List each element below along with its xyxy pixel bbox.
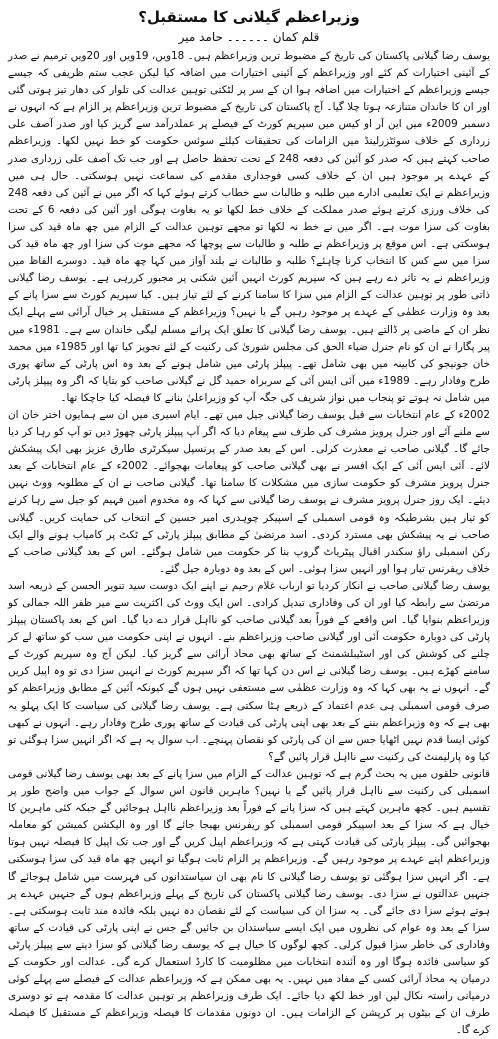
article-paragraph: یوسف رضا گیلانی صاحب نے انکار کردیا تو ارباب غلام رحیم نے اپنے ایک دوست سید تنویر الحسن کے ذریعہ اسد مرتضیٰ سے رابطہ کیا اور ان کی وفاداری تبدیل کرادی۔ اس ایک ووٹ کی اکثریت سے میر ظفر اللہ جمالی کو وزیراعظم بنوایا گیا۔ اس واقعے کے فوراً بعد گیلانی صاحب کو نااہل قرار دے دیا گیا۔ اس کے بعد پاکستان پیپلز پارٹی کی دوبارہ حکومت آئی اور گیلانی صاحب وزیراعظم بنے۔ انہوں نے اپنی حکومت میں سب کو ساتھ لے کر چلنے کی کوشش کی اور اسٹیبلشمنٹ کے ساتھ بھی محاذ آرائی سے گریز کیا۔ لیکن آج وہ سپریم کورٹ کے سامنے کھڑے ہیں۔ یوسف رضا گیلانی نے اس دن کہا تھا کہ اگر سپریم کورٹ نے انہیں سزا دی تو وہ اپیل کریں گے۔ انہوں نے یہ بھی کہا کہ وہ وزارت عظمٰی سے مستعفی نہیں ہوں گے کیونکہ آئین کے مطابق وزیراعظم کو صرف قومی اسمبلی ہی عدم اعتماد کے ذریعے ہٹا سکتی ہے۔ یوسف رضا گیلانی کی سیاست کا ایک پہلو یہ بھی ہے کہ وہ وزیراعظم بننے کے بعد بھی اپنی پارٹی کی قیادت کے ساتھ پوری طرح وفادار رہے۔ انہوں نے کبھی کوئی ایسا قدم نہیں اٹھایا جس سے ان کی پارٹی کو نقصان پہنچے۔ اب سوال یہ ہے کہ اگر انہیں سزا ہوگئی تو کیا وہ پارلیمنٹ کی رکنیت سے نااہل قرار پائیں گے؟ [8,579,490,763]
article-paragraph: 2002ء کے عام انتخابات سے قبل یوسف رضا گیلانی جیل میں تھے۔ ایام اسیری میں ان سے ہمایوں اختر خان ان سے ملنے آئے اور جنرل پرویز مشرف کی طرف سے پیغام دیا کہ اگر آپ پیپلز پارٹی چھوڑ دیں تو آپ کو رہا کر دیا جائے گا۔ گیلانی صاحب نے معذرت کرلی۔ اس کے بعد صدر کے پرنسپل سیکرٹری طارق عزیز بھی ایک پیشکش لائے۔ آئی ایس آئی کے ایک افسر نے بھی گیلانی صاحب کو پیغامات بھجوائے۔ 2002ء کے عام انتخابات کے بعد جنرل پرویز مشرف کو حکومت سازی میں مشکلات کا سامنا تھا۔ گیلانی صاحب نے ان کے مطلوبہ ووٹ نہیں دیئے۔ ایک روز جنرل پرویز مشرف نے یوسف رضا گیلانی سے کہا کہ وہ مخدوم امین فہیم کو جیل سے رہا کرنے کو تیار ہیں بشرطیکہ وہ قومی اسمبلی کے اسپیکر چوہدری امیر حسین کے انتخاب کی حمایت کریں۔ گیلانی صاحب نے یہ پیشکش بھی مسترد کردی۔ اسد مرتضیٰ کے مطابق پیپلز پارٹی کے ٹکٹ پر کامیاب ہونے والے ایک رکن اسمبلی راؤ سکندر اقبال پیٹریاٹ گروپ بنا کر حکومت میں شامل ہوگئے۔ اس کے بعد گیلانی صاحب کے خلاف ریفرنس تیار ہوا اور انہیں سزا ہوئی۔ اس کے بعد وہ دوبارہ جیل گئے۔ [8,408,490,575]
article-paragraph: یوسف رضا گیلانی پاکستان کی تاریخ کے مضبوط ترین وزیراعظم ہیں۔ 18ویں، 19ویں اور 20ویں ترمیم نے صدر کے آئینی اختیارات کم کئے اور وزیراعظم کے آئینی اختیارات میں اضافہ کیا لیکن عجب ستم ظریفی کہ جیسے جیسے وزیراعظم کے اختیارات میں اضافہ ہوا ان کے سر پر لٹکتی توہین عدالت کی تلوار کی دھار تیز ہوتی گئی اور ان کا خاندان متنازعہ ہوتا چلا گیا۔ آج پاکستان کی تاریخ کے مضبوط ترین وزیراعظم پر الزام ہے کہ انہوں نے دسمبر 2009ء میں این آر او کیس میں سپریم کورٹ کے فیصلے پر عملدرآمد سے گریز کیا اور صدر آصف علی زرداری کے خلاف سوئٹزرلینڈ میں الزامات کی تحقیقات کیلئے سوئس حکومت کو خط نہیں لکھا۔ وزیراعظم صاحب کہتے ہیں کہ صدر کو آئین کی دفعہ 248 کے تحت تحفظ حاصل ہے اور جب تک آصف علی زرداری صدر کے عہدے پر موجود ہیں ان کے خلاف کسی فوجداری مقدمے کی سماعت نہیں ہوسکتی۔ حال ہی میں وزیراعظم نے ایک تعلیمی ادارے میں طلبہ و طالبات سے خطاب کرتے ہوئے کہا کہ اگر میں نے آئین کی دفعہ 248 کی خلاف ورزی کرتے ہوئے صدر مملکت کے خلاف خط لکھا تو یہ بغاوت ہوگی اور آئین کی دفعہ 6 کے تحت بغاوت کی سزا موت ہے۔ اگر میں نے خط نہ لکھا تو مجھے توہین عدالت کے الزام میں چھ ماہ قید کی سزا ہوسکتی ہے۔ اس موقع پر وزیراعظم نے طلبہ و طالبات سے پوچھا کہ مجھے موت کی سزا اور چھ ماہ قید کی سزا میں سے کس کا انتخاب کرنا چاہئے؟ طلبہ و طالبات نے بلند آواز میں کہا چھ ماہ قید۔ دوسرے الفاظ میں وزیراعظم نے یہ تاثر دے رہے ہیں کہ سپریم کورٹ انہیں آئین شکنی پر مجبور کررہی ہے۔ یوسف رضا گیلانی ذاتی طور پر توہین عدالت کے الزام میں سزا کا سامنا کرنے کے لئے تیار ہیں۔ کیا سپریم کورٹ سے سزا پانے کے بعد وہ وزارت عظمٰی کے عہدے پر موجود رہیں گے یا نہیں؟ وزیراعظم کے مستقبل پر خیال آرائی سے پہلے ایک نظر ان کے ماضی پر ڈالتے ہیں۔ یوسف رضا گیلانی کا تعلق ایک پرانے مسلم لیگی خاندان سے ہے۔ 1981ء میں پیر پگارا نے ان کو نام جنرل ضیاء الحق کی مجلس شوریٰ کی رکنیت کے لئے تجویز کیا تھا اور 1985ء میں محمد خان جونیجو کی کابینہ میں بھی شامل تھے۔ پیپلز پارٹی میں شامل ہونے کے بعد وہ اس پارٹی کے ساتھ پوری طرح وفادار رہے۔ 1989ء میں آئی ایس آئی کے سربراہ حمید گل نے گیلانی صاحب کو بتایا کہ اگر وہ پیپلز پارٹی میں شامل نہ ہوتے تو پنجاب میں نواز شریف کی جگہ آپ کو وزیراعلیٰ بنانے کا فیصلہ کیا جاچکا تھا۔ [8,50,491,404]
article-byline: قلم کمان ۔۔۔۔۔۔ حامد میر [178,30,320,44]
article-headline: وزیراعظم گیلانی کا مستقبل؟ [138,8,360,26]
article-body [8,48,491,1037]
article-paragraph: قانونی حلقوں میں یہ بحث گرم ہے کہ توہین عدالت کے الزام میں سزا پانے کے بعد بھی یوسف رضا گیلانی قومی اسمبلی کی رکنیت سے نااہل قرار پائیں گے یا نہیں؟ ماہرین قانون اس سوال کے جواب میں واضح طور پر تقسیم ہیں۔ کچھ ماہرین کہتے ہیں کہ سزا پانے کے فوراً بعد وزیراعظم نااہل ہوجائیں گے جبکہ کئی ماہرین کا خیال ہے کہ سزا کے بعد اسپیکر قومی اسمبلی کو ریفرنس بھیجا جائے گا اور وہ الیکشن کمیشن کو معاملہ بھجوائیں گی۔ پیپلز پارٹی کی قیادت کہتی ہے کہ وزیراعظم اپیل کریں گے اور جب تک اپیل کا فیصلہ نہیں ہوتا وزیراعظم اپنے عہدے پر موجود رہیں گے۔ وزیراعظم پر الزام ثابت ہوگیا تو انہیں چھ ماہ قید کی سزا ہوسکتی ہے۔ اگر انہیں سزا ہوگئی تو یوسف رضا گیلانی کا نام بھی ان سیاستدانوں کی فہرست میں شامل ہوجائے گا جنہیں عدالتوں نے سزا دی۔ یوسف رضا گیلانی پاکستان کی تاریخ کے پہلے وزیراعظم ہوں گے جنہیں عہدے پر ہوتے ہوئے سزا دی جائے گی۔ یہ سزا ان کی سیاست کے لئے نقصان دہ نہیں بلکہ فائدہ مند ثابت ہوسکتی ہے۔ سزا کے بعد وہ عوام کی نظروں میں ایک ایسے سیاستدان بن جائیں گے جس نے اپنی پارٹی کی قیادت کے ساتھ وفاداری کی خاطر سزا قبول کرلی۔ کچھ لوگوں کا خیال ہے کہ یوسف رضا گیلانی کو سزا دینے سے پیپلز پارٹی کو سیاسی فائدہ ہوگا اور وہ آئندہ انتخابات میں مظلومیت کا کارڈ استعمال کرے گی۔ عدالت اور حکومت کے درمیان یہ محاذ آرائی کسی کے مفاد میں نہیں۔ یہ بھی ممکن ہے کہ وزیراعظم عدالت کے فیصلے سے پہلے کوئی درمیانی راستہ نکال لیں اور خط لکھ دیا جائے۔ ایک طرف وزیراعظم پر توہین عدالت کا مقدمہ ہے تو دوسری طرف ان کے بیٹوں پر کرپشن کے الزامات ہیں۔ ان دونوں مقدمات کا فیصلہ وزیراعظم کے مستقبل کا فیصلہ کرے گا۔ [8,767,490,1037]
